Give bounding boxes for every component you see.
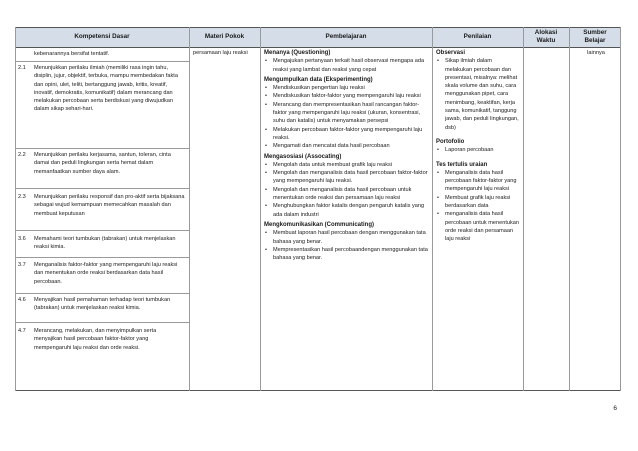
kd-text: Merancang, melakukan, dan menyimpulkan serta menyajikan hasil percobaan faktor-faktor yang mempengaruhi laju reaksi dan orde reaksi. <box>34 328 157 351</box>
kd-text: Menunjukkan perilaku ilmiah (memiliki rasa ingin tahu, disiplin, jujur, objektif, terbuka, mampu membedakan fakta dan opini, ulet, teliti, bertanggung jawab, kritis, kreatif, inovatif, demokratis, komunikatif) dalam merancang dan melakukan percobaan serta berdiskusi yang diwujudkan dalam sikap sehari-hari. <box>34 65 178 113</box>
kd-number: 3.6 <box>18 236 26 242</box>
page-number: 6 <box>613 405 617 412</box>
section-list <box>264 161 430 219</box>
list-item: • Membuat grafik laju reaksi berdasarkan data <box>436 194 520 211</box>
list-item: • Merancang dan mempresentasikan hasil rancangan faktor-faktor yang mempengaruhi laju reaksi (ukuran, konsentrasi, suhu dan katalis) untuk menyamakan persepsi <box>264 101 430 126</box>
section-list <box>264 84 430 150</box>
header-kd: Kompetensi Dasar <box>15 27 189 47</box>
penilaian-content <box>436 49 520 244</box>
kd-text: kebenarannya bersifat tentatif. <box>34 51 110 57</box>
list-item: • Membuat laporan hasil percobaan dengan menggunakan tata bahasa yang benar. <box>264 229 430 246</box>
kd-text: Memahami teori tumbukan (tabrakan) untuk menjelaskan reaksi kimia. <box>34 236 176 251</box>
kd-number: 2.2 <box>18 152 26 158</box>
list-item: • Sikap ilmiah dalam melakukan percobaan dan presentasi, misalnya: melihat skala volume dan suhu, cara menggunakan pipet, cara menimbang, keaktifan, kerja sama, komunikatif, tanggung jawab, dan peduli lingkungan, dsb) <box>436 57 520 132</box>
list-item: • Mengajukan pertanyaan terkait hasil observasi mengapa ada reaksi yang lambat dan reaksi yang cepat <box>264 57 430 74</box>
sumber-belajar-text: lainnya <box>587 50 605 56</box>
section-list <box>264 229 430 262</box>
section-list <box>436 169 520 244</box>
syllabus-table <box>15 27 621 390</box>
list-item: • Mempresentasikan hasil percobaandengan menggunakan tata bahasa yang benar. <box>264 246 430 263</box>
section-title: Observasi <box>436 50 466 56</box>
kd-number: 3.7 <box>18 262 26 268</box>
list-item: • Mendiskusikan pengertian laju reaksi <box>264 84 430 92</box>
kd-number: 4.6 <box>18 297 26 303</box>
kd-text: Menunjukkan perilaku kerjasama, santun, toleran, cinta damai dan peduli lingkungan serta hemat dalam memanfaatkan sumber daya alam. <box>34 152 171 175</box>
list-item: • Menghubungkan faktor katalis dengan pengaruh katalis yang ada dalam industri <box>264 202 430 219</box>
list-item: • Mendiskusikan faktor-faktor yang mempengaruhi laju reaksi <box>264 92 430 100</box>
list-item: • Laporan percobaan <box>436 146 520 154</box>
kd-text: Menganalisis faktor-faktor yang mempengaruhi laju reaksi dan menentukan orde reaksi berdasarkan data hasil percobaan. <box>34 262 178 285</box>
materi-pokok-text: persamaan laju reaksi <box>193 50 248 56</box>
list-item: • Mengolah data untuk membuat grafik laju reaksi <box>264 161 430 169</box>
section-list <box>436 146 520 154</box>
list-item: • Menganalisis data hasil percobaan faktor-faktor yang mempengaruhi laju reaksi <box>436 169 520 194</box>
kd-number: 2.1 <box>18 65 26 71</box>
kd-text: Menunjukkan perilaku responsif dan pro-aktif serta bijaksana sebagai wujud kemampuan memecahkan masalah dan membuat keputusan <box>34 194 185 217</box>
section-title: Portofolio <box>436 138 465 145</box>
kd-number: 4.7 <box>18 328 26 334</box>
pembelajaran-content <box>264 49 430 262</box>
section-title: Mengasosiasi (Assocating) <box>264 153 342 160</box>
section-title: Menanya (Questioning) <box>264 50 331 56</box>
kd-number: 2.3 <box>18 194 26 200</box>
list-item: • menganalisis data hasil percobaan untuk menentukan orde reaksi dan persamaan laju reaksi <box>436 210 520 243</box>
section-title: Mengkomunikasikan (Communicating) <box>264 221 375 228</box>
section-list <box>436 57 520 132</box>
header-sumber: Sumber Belajar <box>569 27 621 47</box>
list-item: • Melakukan percobaan faktor-faktor yang mempengaruhi laju reaksi. <box>264 126 430 143</box>
header-penilaian: Penilaian <box>432 27 523 47</box>
section-title: Mengumpulkan data (Eksperimenting) <box>264 76 373 83</box>
list-item: • Mengamati dan mencatat data hasil percobaan <box>264 142 430 150</box>
list-item: • Mengolah dan menganalisis data hasil percobaan faktor-faktor yang mempengaruhi laju reaksi. <box>264 169 430 186</box>
header-pembelajaran: Pembelajaran <box>260 27 432 47</box>
list-item: • Mengolah dan menganalisis data hasil percobaan untuk menentukan orde reaksi dan persamaan laju reaksi <box>264 186 430 203</box>
header-materi: Materi Pokok <box>189 27 260 47</box>
kd-text: Menyajikan hasil pemahaman terhadap teori tumbukan (tabrakan) untuk menjelaskan reaksi kimia. <box>34 297 171 312</box>
section-list <box>264 57 430 74</box>
section-title: Tes tertulis uraian <box>436 161 488 168</box>
header-alokasi: Alokasi Waktu <box>523 27 569 47</box>
